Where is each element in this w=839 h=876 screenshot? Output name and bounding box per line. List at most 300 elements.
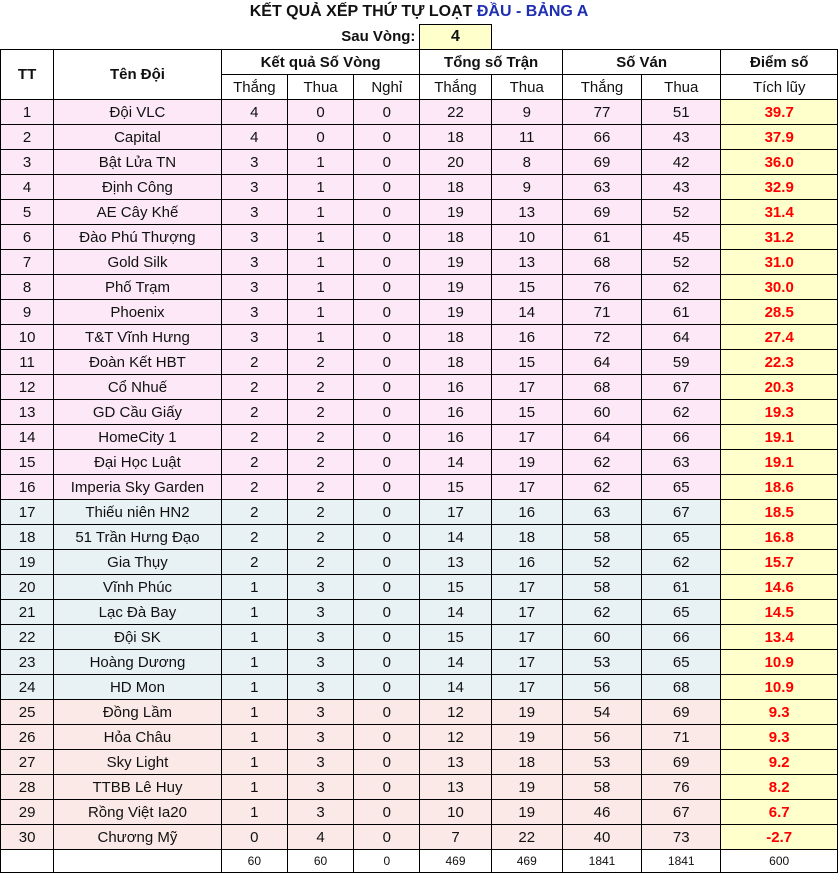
cell-team-name: Rồng Việt Ia20 xyxy=(54,800,222,825)
table-row xyxy=(1,650,838,675)
cell-round-rest: 0 xyxy=(354,350,420,375)
table-row xyxy=(1,475,838,500)
cell-match-loss: 19 xyxy=(491,700,562,725)
cell-round-rest: 0 xyxy=(354,100,420,125)
after-round-row xyxy=(1,25,838,50)
cell-match-win: 12 xyxy=(420,700,491,725)
cell-round-loss: 0 xyxy=(287,125,353,150)
cell-round-loss: 3 xyxy=(287,725,353,750)
cell-match-win: 14 xyxy=(420,450,491,475)
cell-match-loss: 19 xyxy=(491,725,562,750)
table-row xyxy=(1,250,838,275)
cell-points: 19.1 xyxy=(721,450,838,475)
cell-match-loss: 17 xyxy=(491,575,562,600)
cell-game-win: 62 xyxy=(562,475,641,500)
cell-rank: 27 xyxy=(1,750,54,775)
cell-rank: 30 xyxy=(1,825,54,850)
cell-match-loss: 18 xyxy=(491,525,562,550)
header-points: Điểm số xyxy=(721,50,838,75)
cell-game-loss: 73 xyxy=(642,825,721,850)
cell-rank: 2 xyxy=(1,125,54,150)
title-main: KẾT QUẢ XẾP THỨ TỰ LOẠT xyxy=(249,3,477,20)
cell-game-loss: 65 xyxy=(642,600,721,625)
cell-round-win: 4 xyxy=(221,125,287,150)
cell-match-loss: 15 xyxy=(491,350,562,375)
header-matches: Tổng số Trận xyxy=(420,50,562,75)
cell-game-loss: 43 xyxy=(642,175,721,200)
cell-round-win: 1 xyxy=(221,775,287,800)
cell-points: 18.5 xyxy=(721,500,838,525)
cell-rank: 8 xyxy=(1,275,54,300)
cell-round-loss: 1 xyxy=(287,250,353,275)
cell-round-loss: 3 xyxy=(287,675,353,700)
cell-game-loss: 42 xyxy=(642,150,721,175)
cell-match-win: 22 xyxy=(420,100,491,125)
cell-game-win: 58 xyxy=(562,775,641,800)
after-round-label: Sau Vòng: xyxy=(341,28,416,46)
cell-points: 32.9 xyxy=(721,175,838,200)
cell-round-loss: 3 xyxy=(287,575,353,600)
cell-team-name: T&T Vĩnh Hưng xyxy=(54,325,222,350)
cell-team-name: Chương Mỹ xyxy=(54,825,222,850)
cell-team-name: Hoàng Dương xyxy=(54,650,222,675)
cell-round-loss: 2 xyxy=(287,400,353,425)
cell-game-win: 77 xyxy=(562,100,641,125)
cell-round-loss: 2 xyxy=(287,350,353,375)
cell-team-name: Phoenix xyxy=(54,300,222,325)
total-match-loss: 469 xyxy=(491,850,562,873)
cell-points: 22.3 xyxy=(721,350,838,375)
total-game-win: 1841 xyxy=(562,850,641,873)
cell-rank: 24 xyxy=(1,675,54,700)
cell-round-rest: 0 xyxy=(354,325,420,350)
cell-points: 14.6 xyxy=(721,575,838,600)
cell-round-loss: 1 xyxy=(287,225,353,250)
cell-game-win: 64 xyxy=(562,350,641,375)
cell-game-loss: 69 xyxy=(642,700,721,725)
cell-match-win: 18 xyxy=(420,325,491,350)
cell-team-name: Phố Trạm xyxy=(54,275,222,300)
cell-round-win: 1 xyxy=(221,675,287,700)
cell-team-name: Thiếu niên HN2 xyxy=(54,500,222,525)
cell-team-name: Đại Học Luật xyxy=(54,450,222,475)
header-rounds: Kết quả Số Vòng xyxy=(221,50,420,75)
cell-points: 31.2 xyxy=(721,225,838,250)
cell-game-loss: 63 xyxy=(642,450,721,475)
cell-match-win: 16 xyxy=(420,375,491,400)
title-row xyxy=(1,0,838,25)
cell-points: 8.2 xyxy=(721,775,838,800)
cell-team-name: Đồng Lầm xyxy=(54,700,222,725)
cell-game-loss: 43 xyxy=(642,125,721,150)
cell-round-win: 1 xyxy=(221,800,287,825)
table-row xyxy=(1,625,838,650)
cell-round-rest: 0 xyxy=(354,575,420,600)
cell-game-loss: 61 xyxy=(642,575,721,600)
cell-match-loss: 19 xyxy=(491,775,562,800)
cell-match-loss: 17 xyxy=(491,425,562,450)
cell-game-loss: 59 xyxy=(642,350,721,375)
table-row xyxy=(1,400,838,425)
cell-round-loss: 2 xyxy=(287,425,353,450)
cell-rank: 6 xyxy=(1,225,54,250)
table-row xyxy=(1,300,838,325)
cell-game-win: 71 xyxy=(562,300,641,325)
cell-game-loss: 65 xyxy=(642,650,721,675)
table-row xyxy=(1,200,838,225)
cell-round-loss: 3 xyxy=(287,700,353,725)
cell-rank: 3 xyxy=(1,150,54,175)
cell-points: 31.4 xyxy=(721,200,838,225)
cell-round-rest: 0 xyxy=(354,375,420,400)
cell-rank: 22 xyxy=(1,625,54,650)
table-row xyxy=(1,725,838,750)
cell-team-name: Đội VLC xyxy=(54,100,222,125)
cell-game-win: 60 xyxy=(562,625,641,650)
cell-match-win: 14 xyxy=(420,600,491,625)
cell-game-win: 66 xyxy=(562,125,641,150)
cell-match-loss: 11 xyxy=(491,125,562,150)
cell-game-win: 58 xyxy=(562,525,641,550)
cell-rank: 18 xyxy=(1,525,54,550)
cell-game-loss: 71 xyxy=(642,725,721,750)
cell-game-win: 72 xyxy=(562,325,641,350)
cell-match-loss: 17 xyxy=(491,650,562,675)
cell-match-loss: 16 xyxy=(491,550,562,575)
cell-round-loss: 1 xyxy=(287,150,353,175)
cell-rank: 9 xyxy=(1,300,54,325)
header-accum: Tích lũy xyxy=(721,75,838,100)
cell-rank: 14 xyxy=(1,425,54,450)
cell-match-loss: 9 xyxy=(491,175,562,200)
cell-points: 28.5 xyxy=(721,300,838,325)
cell-match-loss: 17 xyxy=(491,475,562,500)
cell-points: 9.2 xyxy=(721,750,838,775)
cell-match-win: 13 xyxy=(420,550,491,575)
header-match-win: Thắng xyxy=(420,75,491,100)
cell-game-loss: 65 xyxy=(642,475,721,500)
cell-round-win: 2 xyxy=(221,350,287,375)
cell-points: 30.0 xyxy=(721,275,838,300)
cell-match-win: 18 xyxy=(420,350,491,375)
cell-round-win: 2 xyxy=(221,525,287,550)
cell-match-win: 18 xyxy=(420,225,491,250)
cell-game-loss: 51 xyxy=(642,100,721,125)
cell-round-win: 2 xyxy=(221,500,287,525)
table-row xyxy=(1,425,838,450)
cell-game-win: 58 xyxy=(562,575,641,600)
table-row xyxy=(1,275,838,300)
total-team-name xyxy=(54,850,222,873)
header-match-loss: Thua xyxy=(491,75,562,100)
cell-round-rest: 0 xyxy=(354,200,420,225)
cell-match-win: 7 xyxy=(420,825,491,850)
cell-points: 31.0 xyxy=(721,250,838,275)
cell-round-rest: 0 xyxy=(354,825,420,850)
table-row xyxy=(1,100,838,125)
cell-match-win: 19 xyxy=(420,300,491,325)
cell-round-rest: 0 xyxy=(354,400,420,425)
cell-round-rest: 0 xyxy=(354,475,420,500)
cell-game-win: 52 xyxy=(562,550,641,575)
cell-game-win: 64 xyxy=(562,425,641,450)
total-game-loss: 1841 xyxy=(642,850,721,873)
cell-game-win: 54 xyxy=(562,700,641,725)
cell-team-name: TTBB Lê Huy xyxy=(54,775,222,800)
header-round-rest: Nghỉ xyxy=(354,75,420,100)
cell-team-name: Hỏa Châu xyxy=(54,725,222,750)
cell-round-rest: 0 xyxy=(354,525,420,550)
cell-rank: 15 xyxy=(1,450,54,475)
cell-round-win: 1 xyxy=(221,700,287,725)
table-row xyxy=(1,600,838,625)
page-title xyxy=(1,0,838,25)
cell-match-win: 14 xyxy=(420,525,491,550)
header-round-win: Thắng xyxy=(221,75,287,100)
cell-game-loss: 65 xyxy=(642,525,721,550)
cell-round-rest: 0 xyxy=(354,750,420,775)
cell-team-name: HomeCity 1 xyxy=(54,425,222,450)
header-games: Số Ván xyxy=(562,50,721,75)
cell-round-loss: 2 xyxy=(287,475,353,500)
cell-round-rest: 0 xyxy=(354,300,420,325)
cell-rank: 19 xyxy=(1,550,54,575)
cell-round-loss: 3 xyxy=(287,750,353,775)
cell-team-name: Capital xyxy=(54,125,222,150)
cell-match-loss: 10 xyxy=(491,225,562,250)
cell-rank: 29 xyxy=(1,800,54,825)
cell-match-win: 16 xyxy=(420,400,491,425)
cell-round-rest: 0 xyxy=(354,650,420,675)
total-round-win: 60 xyxy=(221,850,287,873)
cell-match-loss: 22 xyxy=(491,825,562,850)
table-row xyxy=(1,825,838,850)
cell-round-rest: 0 xyxy=(354,725,420,750)
cell-round-loss: 2 xyxy=(287,375,353,400)
cell-game-loss: 62 xyxy=(642,400,721,425)
cell-game-win: 53 xyxy=(562,750,641,775)
cell-game-loss: 52 xyxy=(642,200,721,225)
cell-match-win: 14 xyxy=(420,675,491,700)
cell-points: 13.4 xyxy=(721,625,838,650)
cell-team-name: HD Mon xyxy=(54,675,222,700)
cell-match-win: 10 xyxy=(420,800,491,825)
cell-round-loss: 4 xyxy=(287,825,353,850)
cell-game-loss: 52 xyxy=(642,250,721,275)
cell-round-loss: 2 xyxy=(287,525,353,550)
cell-game-loss: 62 xyxy=(642,275,721,300)
cell-game-win: 69 xyxy=(562,150,641,175)
table-row xyxy=(1,175,838,200)
cell-round-win: 2 xyxy=(221,375,287,400)
cell-points: 39.7 xyxy=(721,100,838,125)
header-game-win: Thắng xyxy=(562,75,641,100)
cell-team-name: Gia Thụy xyxy=(54,550,222,575)
cell-round-rest: 0 xyxy=(354,625,420,650)
cell-points: 37.9 xyxy=(721,125,838,150)
cell-round-win: 1 xyxy=(221,575,287,600)
cell-game-win: 62 xyxy=(562,450,641,475)
cell-match-loss: 17 xyxy=(491,600,562,625)
cell-rank: 5 xyxy=(1,200,54,225)
table-row xyxy=(1,700,838,725)
cell-round-win: 3 xyxy=(221,325,287,350)
cell-round-rest: 0 xyxy=(354,175,420,200)
cell-match-win: 15 xyxy=(420,575,491,600)
cell-rank: 25 xyxy=(1,700,54,725)
cell-round-rest: 0 xyxy=(354,700,420,725)
cell-round-rest: 0 xyxy=(354,250,420,275)
cell-rank: 4 xyxy=(1,175,54,200)
cell-rank: 23 xyxy=(1,650,54,675)
cell-match-loss: 15 xyxy=(491,275,562,300)
cell-round-win: 2 xyxy=(221,450,287,475)
cell-game-win: 53 xyxy=(562,650,641,675)
cell-game-loss: 66 xyxy=(642,425,721,450)
cell-points: 18.6 xyxy=(721,475,838,500)
cell-points: 10.9 xyxy=(721,650,838,675)
header-team: Tên Đội xyxy=(54,50,222,100)
cell-round-win: 1 xyxy=(221,750,287,775)
header-row-1 xyxy=(1,50,838,75)
cell-game-win: 60 xyxy=(562,400,641,425)
cell-game-loss: 67 xyxy=(642,375,721,400)
cell-game-win: 61 xyxy=(562,225,641,250)
table-row xyxy=(1,750,838,775)
cell-match-win: 19 xyxy=(420,275,491,300)
total-points: 600 xyxy=(721,850,838,873)
cell-round-loss: 2 xyxy=(287,450,353,475)
cell-round-win: 1 xyxy=(221,650,287,675)
cell-match-loss: 17 xyxy=(491,625,562,650)
cell-round-rest: 0 xyxy=(354,775,420,800)
cell-round-rest: 0 xyxy=(354,275,420,300)
total-rank xyxy=(1,850,54,873)
table-row xyxy=(1,575,838,600)
cell-round-loss: 3 xyxy=(287,775,353,800)
cell-game-loss: 76 xyxy=(642,775,721,800)
cell-game-win: 62 xyxy=(562,600,641,625)
cell-rank: 28 xyxy=(1,775,54,800)
table-row xyxy=(1,350,838,375)
cell-match-win: 15 xyxy=(420,625,491,650)
cell-match-loss: 13 xyxy=(491,250,562,275)
cell-match-win: 16 xyxy=(420,425,491,450)
cell-match-loss: 15 xyxy=(491,400,562,425)
cell-game-loss: 67 xyxy=(642,800,721,825)
cell-points: 15.7 xyxy=(721,550,838,575)
cell-round-loss: 3 xyxy=(287,650,353,675)
cell-team-name: Sky Light xyxy=(54,750,222,775)
cell-game-win: 69 xyxy=(562,200,641,225)
cell-game-win: 68 xyxy=(562,250,641,275)
cell-match-win: 18 xyxy=(420,125,491,150)
cell-game-loss: 66 xyxy=(642,625,721,650)
cell-round-loss: 3 xyxy=(287,600,353,625)
cell-team-name: Cổ Nhuế xyxy=(54,375,222,400)
cell-round-loss: 0 xyxy=(287,100,353,125)
cell-team-name: Định Công xyxy=(54,175,222,200)
cell-round-win: 4 xyxy=(221,100,287,125)
cell-rank: 1 xyxy=(1,100,54,125)
cell-team-name: Imperia Sky Garden xyxy=(54,475,222,500)
total-round-rest: 0 xyxy=(354,850,420,873)
cell-team-name: Đào Phú Thượng xyxy=(54,225,222,250)
cell-team-name: Lạc Đà Bay xyxy=(54,600,222,625)
total-match-win: 469 xyxy=(420,850,491,873)
cell-round-win: 1 xyxy=(221,725,287,750)
cell-match-win: 18 xyxy=(420,175,491,200)
cell-match-loss: 18 xyxy=(491,750,562,775)
cell-points: -2.7 xyxy=(721,825,838,850)
cell-round-loss: 2 xyxy=(287,500,353,525)
cell-team-name: Vĩnh Phúc xyxy=(54,575,222,600)
cell-game-loss: 64 xyxy=(642,325,721,350)
cell-game-loss: 69 xyxy=(642,750,721,775)
cell-match-loss: 17 xyxy=(491,375,562,400)
cell-game-win: 63 xyxy=(562,500,641,525)
cell-game-win: 63 xyxy=(562,175,641,200)
cell-team-name: GD Cầu Giấy xyxy=(54,400,222,425)
cell-round-rest: 0 xyxy=(354,150,420,175)
table-row xyxy=(1,225,838,250)
cell-game-win: 56 xyxy=(562,675,641,700)
cell-round-win: 2 xyxy=(221,550,287,575)
cell-round-rest: 0 xyxy=(354,675,420,700)
cell-game-loss: 68 xyxy=(642,675,721,700)
table-row xyxy=(1,550,838,575)
cell-points: 6.7 xyxy=(721,800,838,825)
cell-points: 9.3 xyxy=(721,700,838,725)
cell-points: 14.5 xyxy=(721,600,838,625)
cell-round-win: 3 xyxy=(221,200,287,225)
cell-round-win: 3 xyxy=(221,275,287,300)
cell-match-loss: 14 xyxy=(491,300,562,325)
cell-rank: 12 xyxy=(1,375,54,400)
cell-points: 19.1 xyxy=(721,425,838,450)
cell-round-loss: 1 xyxy=(287,275,353,300)
cell-match-win: 15 xyxy=(420,475,491,500)
cell-game-win: 46 xyxy=(562,800,641,825)
cell-team-name: Gold Silk xyxy=(54,250,222,275)
cell-points: 16.8 xyxy=(721,525,838,550)
cell-rank: 21 xyxy=(1,600,54,625)
cell-match-loss: 17 xyxy=(491,675,562,700)
table-row xyxy=(1,500,838,525)
cell-rank: 11 xyxy=(1,350,54,375)
cell-round-rest: 0 xyxy=(354,600,420,625)
cell-round-win: 2 xyxy=(221,400,287,425)
table-row xyxy=(1,450,838,475)
cell-rank: 17 xyxy=(1,500,54,525)
cell-round-loss: 1 xyxy=(287,175,353,200)
cell-round-win: 2 xyxy=(221,425,287,450)
cell-game-loss: 61 xyxy=(642,300,721,325)
table-row xyxy=(1,525,838,550)
header-game-loss: Thua xyxy=(642,75,721,100)
cell-round-rest: 0 xyxy=(354,125,420,150)
cell-points: 20.3 xyxy=(721,375,838,400)
table-row xyxy=(1,800,838,825)
cell-round-win: 2 xyxy=(221,475,287,500)
table-row xyxy=(1,675,838,700)
cell-round-win: 3 xyxy=(221,175,287,200)
cell-round-win: 3 xyxy=(221,300,287,325)
cell-points: 19.3 xyxy=(721,400,838,425)
cell-points: 36.0 xyxy=(721,150,838,175)
cell-game-win: 68 xyxy=(562,375,641,400)
total-round-loss: 60 xyxy=(287,850,353,873)
